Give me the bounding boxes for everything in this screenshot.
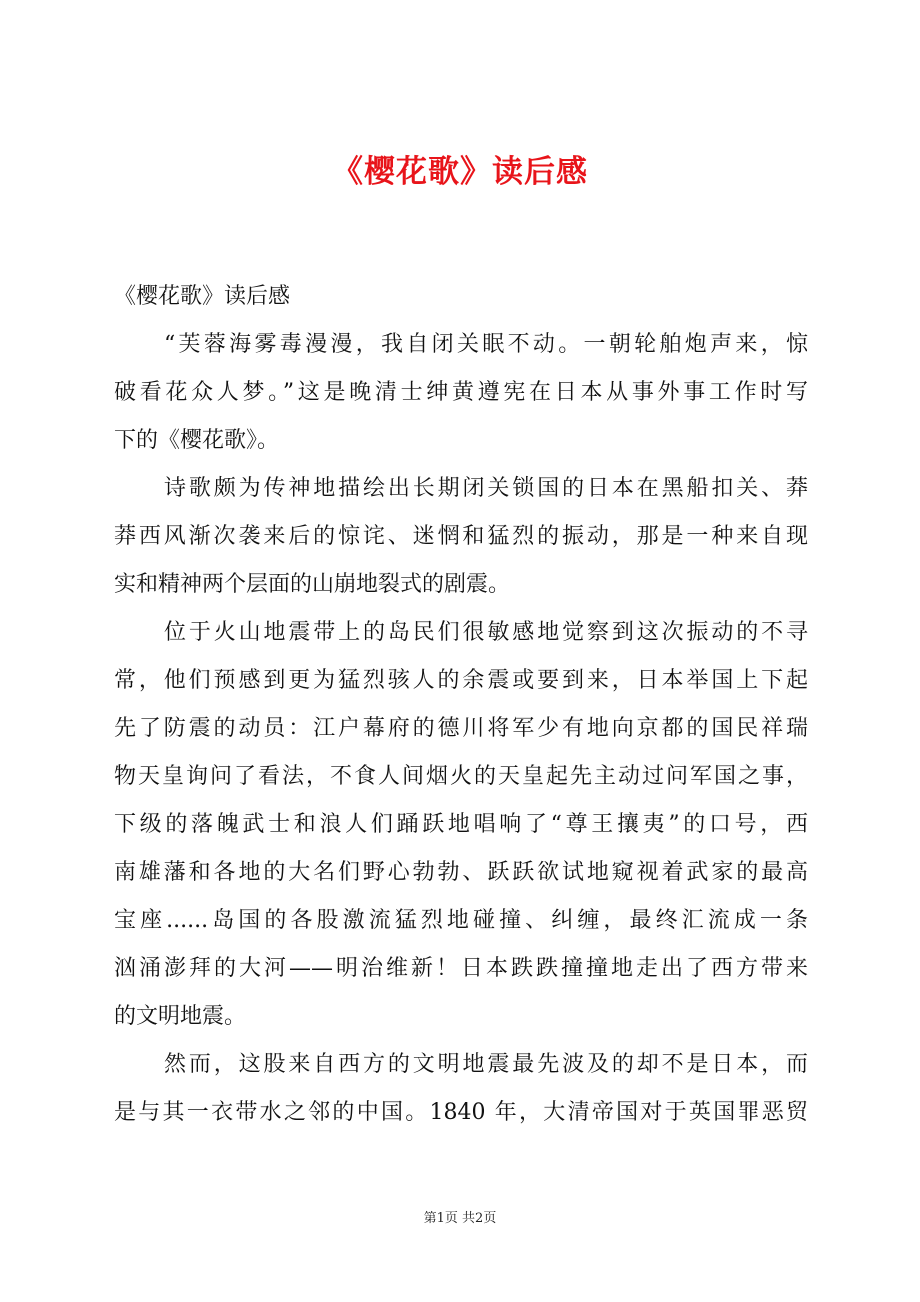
paragraph [114,465,808,609]
text-line: 破看花众人梦。”这是晚清士绅黄遵宪在日本从事外事工作时写 [114,380,808,405]
text-line: 的文明地震。 [114,1004,247,1029]
text-line: 位于火山地震带上的岛民们很敏感地觉察到这次振动的不寻 [164,620,808,645]
text-line: 莽西风渐次袭来后的惊诧、迷惘和猛烈的振动，那是一种来自现 [114,524,808,549]
text-line: 汹涌澎拜的大河——明治维新！日本跌跌撞撞地走出了西方带来 [114,956,808,981]
text-line: 下的《樱花歌》。 [114,428,280,453]
text-line: “芙蓉海雾毒漫漫，我自闭关眠不动。一朝轮舶炮声来，惊 [164,332,808,357]
text-line: 《樱花歌》读后感 [114,284,291,309]
text-line: 南雄藩和各地的大名们野心勃勃、跃跃欲试地窥视着武家的最高 [114,860,808,885]
document-title: 《樱花歌》读后感 [332,154,588,190]
text-line: 诗歌颇为传神地描绘出长期闭关锁国的日本在黑船扣关、莽 [164,476,808,501]
paragraph [114,1041,808,1137]
text-line: 下级的落魄武士和浪人们踊跃地唱响了“尊王攘夷”的口号，西 [114,812,808,837]
subtitle-paragraph [114,273,808,321]
text-line: 先了防震的动员：江户幕府的德川将军少有地向京都的国民祥瑞 [114,716,808,741]
text-line: 常，他们预感到更为猛烈骇人的余震或要到来，日本举国上下起 [114,668,808,693]
text-line: 是与其一衣带水之邻的中国。1840 年，大清帝国对于英国罪恶贸 [114,1100,808,1125]
paragraph [114,321,808,465]
page-footer: 第1页 共2页 [423,1211,497,1226]
text-line: 然而，这股来自西方的文明地震最先波及的却不是日本，而 [164,1052,808,1077]
text-line: 物天皇询问了看法，不食人间烟火的天皇起先主动过问军国之事， [114,764,808,789]
document-body [114,273,808,1137]
text-line: 宝座......岛国的各股激流猛烈地碰撞、纠缠，最终汇流成一条 [114,908,808,933]
paragraph [114,609,808,1041]
text-line: 实和精神两个层面的山崩地裂式的剧震。 [114,572,511,597]
